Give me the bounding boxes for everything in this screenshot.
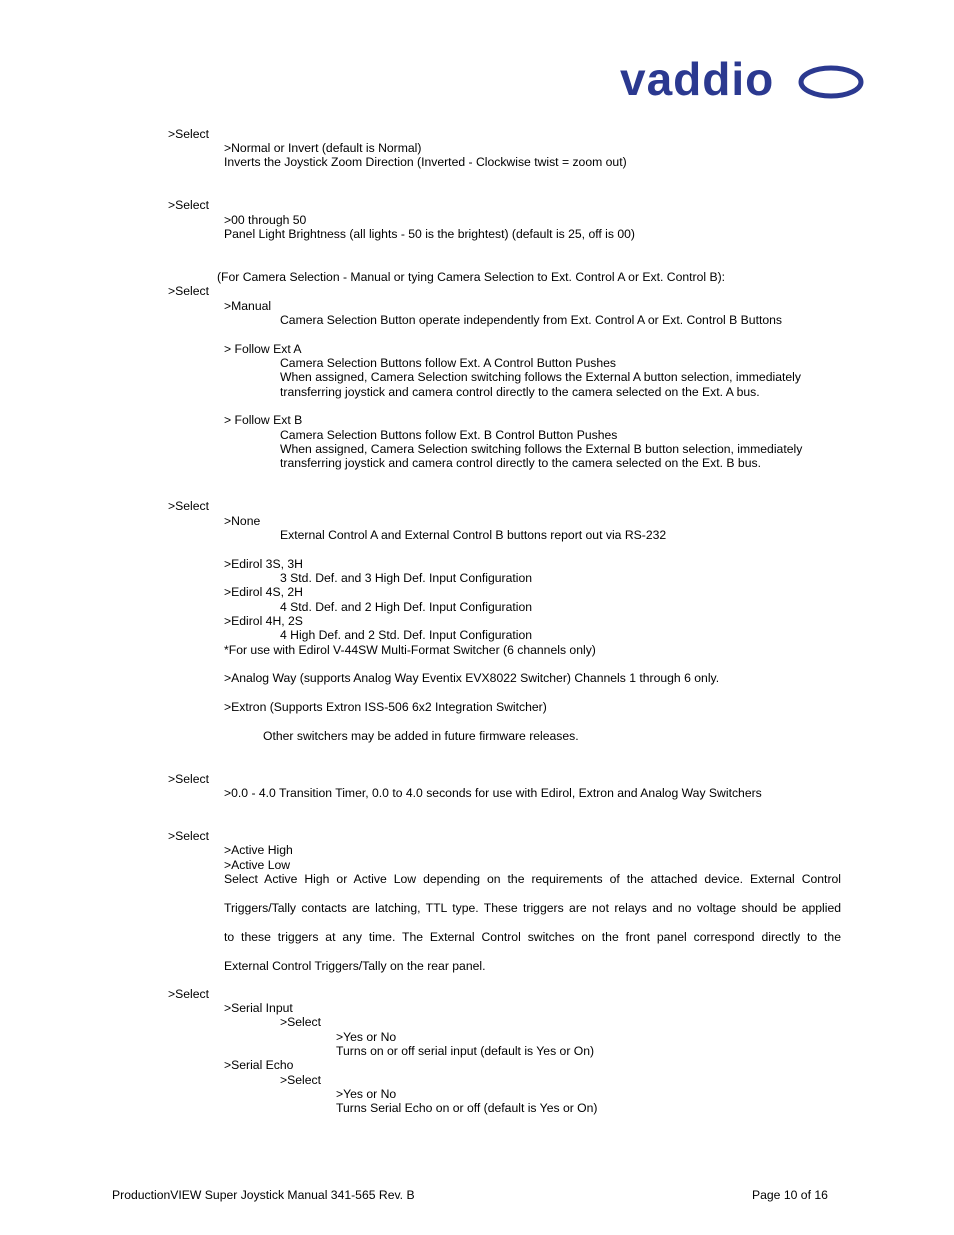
- serial-input-select: >Select: [280, 1015, 321, 1029]
- serial-input: >Serial Input: [224, 1001, 293, 1015]
- switcher-edirol-4s2h-desc: 4 Std. Def. and 2 High Def. Input Configuration: [280, 600, 533, 614]
- serial-input-option: >Yes or No: [336, 1030, 397, 1044]
- brightness-desc: Panel Light Brightness (all lights - 50 is the brightest) (default is 25, off is 00): [224, 227, 635, 241]
- camera-ext-b-line3: transferring joystick and camera control directly to the camera selected on the Ext. B bus.: [280, 456, 761, 470]
- switcher-edirol-4h2s-desc: 4 High Def. and 2 Std. Def. Input Configuration: [280, 628, 533, 642]
- camera-ext-b-line2: When assigned, Camera Selection switching follows the External B button selection, immediately: [280, 442, 803, 456]
- camera-ext-a-line3: transferring joystick and camera control directly to the camera selected on the Ext. A bus.: [280, 385, 760, 399]
- camera-ext-a: > Follow Ext A: [224, 342, 302, 356]
- switcher-select: >Select: [168, 499, 209, 513]
- footer-manual-title: ProductionVIEW Super Joystick Manual 341-565 Rev. B: [112, 1188, 415, 1202]
- zoom-select: >Select: [168, 127, 209, 141]
- triggers-paragraph: [224, 872, 841, 974]
- switcher-none-desc: External Control A and External Control B buttons report out via RS-232: [280, 528, 667, 542]
- footer-page-number: Page 10 of 16: [752, 1188, 828, 1202]
- camera-ext-b: > Follow Ext B: [224, 413, 303, 427]
- brightness-select: >Select: [168, 198, 209, 212]
- camera-manual-desc: Camera Selection Button operate independently from Ext. Control A or Ext. Control B Buttons: [280, 313, 782, 327]
- camera-select: >Select: [168, 284, 209, 298]
- switcher-edirol-3s3h: >Edirol 3S, 3H: [224, 557, 303, 571]
- camera-manual: >Manual: [224, 299, 272, 313]
- zoom-desc: Inverts the Joystick Zoom Direction (Inverted - Clockwise twist = zoom out): [224, 155, 627, 169]
- vaddio-logo: [618, 58, 864, 102]
- switcher-other: Other switchers may be added in future firmware releases.: [263, 729, 579, 743]
- transition-select: >Select: [168, 772, 209, 786]
- serial-input-desc: Turns on or off serial input (default is Yes or On): [336, 1044, 595, 1058]
- triggers-para-line1: Select Active High or Active Low depending on the requirements of the attached device. External Control: [224, 872, 841, 886]
- triggers-para-line2: Triggers/Tally contacts are latching, TTL type. These triggers are not relays and no voltage should be applied: [224, 901, 841, 915]
- camera-ext-a-line1: Camera Selection Buttons follow Ext. A Control Button Pushes: [280, 356, 617, 370]
- triggers-active-high: >Active High: [224, 843, 293, 857]
- brightness-option: >00 through 50: [224, 213, 307, 227]
- serial-echo-select: >Select: [280, 1073, 321, 1087]
- switcher-extron: >Extron (Supports Extron ISS-506 6x2 Integration Switcher): [224, 700, 547, 714]
- switcher-edirol-3s3h-desc: 3 Std. Def. and 3 High Def. Input Configuration: [280, 571, 533, 585]
- serial-echo-option: >Yes or No: [336, 1087, 397, 1101]
- logo-text: vaddio: [620, 58, 775, 102]
- serial-echo: >Serial Echo: [224, 1058, 294, 1072]
- triggers-para-line3: to these triggers at any time. The External Control switches on the front panel correspond directly to the: [224, 930, 841, 944]
- serial-select: >Select: [168, 987, 209, 1001]
- camera-ext-a-line2: When assigned, Camera Selection switching follows the External A button selection, immediately: [280, 370, 801, 384]
- triggers-para-line4: External Control Triggers/Tally on the rear panel.: [224, 959, 486, 973]
- serial-echo-desc: Turns Serial Echo on or off (default is Yes or On): [336, 1101, 598, 1115]
- camera-intro: (For Camera Selection - Manual or tying Camera Selection to Ext. Control A or Ext. Control B):: [217, 270, 726, 284]
- triggers-active-low: >Active Low: [224, 858, 291, 872]
- switcher-analog-way: >Analog Way (supports Analog Way Eventix EVX8022 Switcher) Channels 1 through 6 only.: [224, 671, 720, 685]
- zoom-option: >Normal or Invert (default is Normal): [224, 141, 422, 155]
- switcher-none: >None: [224, 514, 261, 528]
- transition-option: >0.0 - 4.0 Transition Timer, 0.0 to 4.0 seconds for use with Edirol, Extron and Analog Way Switchers: [224, 786, 762, 800]
- switcher-edirol-4s2h: >Edirol 4S, 2H: [224, 585, 303, 599]
- switcher-edirol-note: *For use with Edirol V-44SW Multi-Format Switcher (6 channels only): [224, 643, 596, 657]
- camera-ext-b-line1: Camera Selection Buttons follow Ext. B Control Button Pushes: [280, 428, 618, 442]
- triggers-select: >Select: [168, 829, 209, 843]
- switcher-edirol-4h2s: >Edirol 4H, 2S: [224, 614, 303, 628]
